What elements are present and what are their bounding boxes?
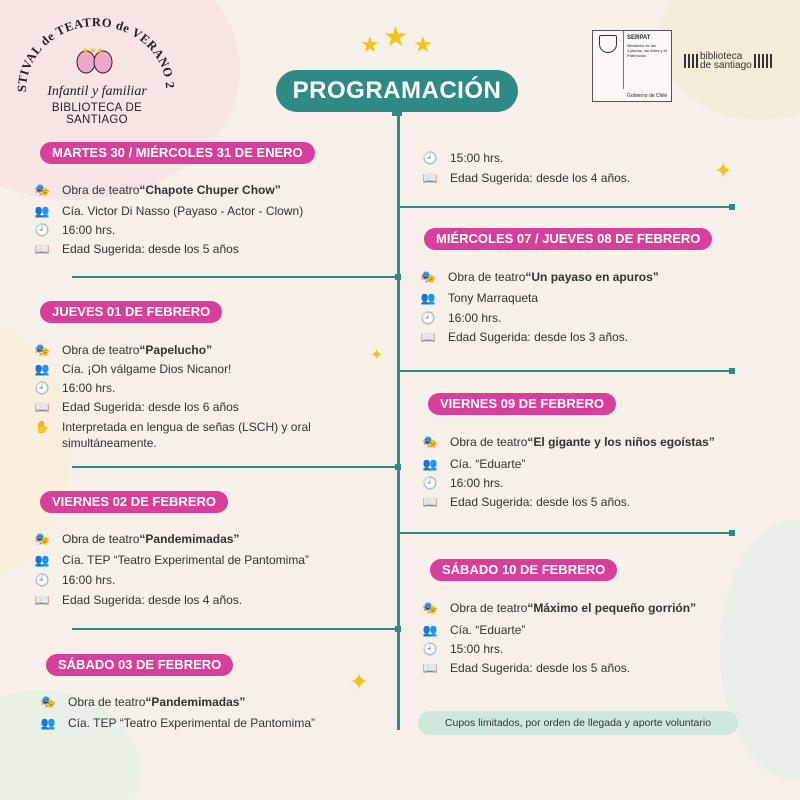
event-age: 📖 Edad Sugerida: desde los 3 años. [420,330,629,344]
sparkle-icon: ✦ [370,347,384,364]
event-company: 👥 Cía. “Eduarte” [422,457,526,471]
event-time: 🕘 16:00 hrs. [34,381,116,395]
event-date-badge: SÁBADO 10 DE FEBRERO [430,559,617,581]
star-icon: ★ [413,32,433,57]
event-company: 👥 Cía. TEP “Teatro Experimental de Pantomima” [40,716,315,730]
event-date-badge: MIÉRCOLES 07 / JUEVES 08 DE FEBRERO [424,228,712,250]
event-company: 👥 Cía. TEP “Teatro Experimental de Pantomima” [34,553,309,567]
event-age: 📖 Edad Sugerida: desde los 4 años. [34,593,243,607]
timeline-connector [72,466,398,468]
book-icon: 📖 [34,593,50,607]
theater-masks-icon: 🎭 [40,695,56,709]
theater-masks-icon: 🎭 [34,532,50,546]
event-date-badge: SÁBADO 03 DE FEBRERO [46,654,233,676]
event-play: 🎭 Obra de teatro “Chapote Chuper Chow” [34,183,281,197]
barcode-icon [754,54,774,68]
event-date-badge: MARTES 30 / MIÉRCOLES 31 DE ENERO [40,142,315,164]
barcode-icon [684,54,698,68]
timeline-axis [397,112,400,730]
event-company: 👥 Tony Marraqueta [420,291,539,305]
event-company: 👥 Cía. “Eduarte” [422,623,526,637]
sparkle-icon: ✦ [349,669,370,696]
event-age: 📖 Edad Sugerida: desde los 5 años [34,242,239,256]
event-date-badge: JUEVES 01 DE FEBRERO [40,301,222,323]
event-time: 🕘 16:00 hrs. [420,311,502,325]
people-icon: 👥 [420,291,436,305]
event-date-badge: VIERNES 09 DE FEBRERO [428,393,616,415]
timeline-connector [398,206,732,208]
biblioteca-text-2: de santiago [700,60,752,71]
theater-masks-icon: 🎭 [420,270,436,284]
event-play: 🎭 Obra de teatro “Pandemimadas” [40,695,246,709]
star-icon: ★ [360,32,380,57]
clock-icon: 🕘 [422,642,438,656]
gov-name: SERPAT [627,35,651,41]
theater-masks-icon: 🎭 [422,435,438,449]
festival-logo [14,12,176,124]
svg-text:★★★: ★★★ [82,46,104,55]
clock-icon: 🕘 [422,476,438,490]
sparkle-icon: ✦ [714,158,733,183]
people-icon: 👥 [422,623,438,637]
people-icon: 👥 [34,553,50,567]
event-extra: ✋ Interpretada en lengua de señas (LSCH) y oral simultáneamente. [34,420,311,450]
event-play: 🎭 Obra de teatro “Papelucho” [34,343,213,357]
event-age: 📖 Edad Sugerida: desde los 6 años [34,400,239,414]
event-company: 👥 Cía. Victor Di Nasso (Payaso - Actor - Clown) [34,204,304,218]
event-play: 🎭 Obra de teatro “Un payaso en apuros” [420,270,659,284]
gov-divider [623,31,624,89]
theater-masks-icon: 🎭 [34,343,50,357]
book-icon: 📖 [34,400,50,414]
people-icon: 👥 [422,457,438,471]
book-icon: 📖 [422,661,438,675]
clock-icon: 🕘 [420,311,436,325]
event-age: 📖 Edad Sugerida: desde los 4 años. [422,171,631,185]
clock-icon: 🕘 [34,573,50,587]
theater-masks-icon: 🎭 [422,601,438,615]
background-blob [720,520,800,780]
book-icon: 📖 [422,495,438,509]
event-date-badge: VIERNES 02 DE FEBRERO [40,491,228,513]
event-company: 👥 Cía. ¡Oh válgame Dios Nicanor! [34,362,232,376]
star-icon: ★ [383,21,409,52]
gov-sub: Ministerio de las Culturas, las Artes y el Patrimonio [627,43,667,58]
event-age: 📖 Edad Sugerida: desde los 5 años. [422,495,631,509]
timeline-connector [398,370,732,372]
event-time: 🕘 15:00 hrs. [422,151,504,165]
clock-icon: 🕘 [422,151,438,165]
availability-note: Cupos limitados, por orden de llegada y aporte voluntario [418,711,738,735]
government-logo [592,30,672,102]
timeline-connector [72,276,398,278]
logo-library: BIBLIOTECA DE SANTIAGO [51,102,143,126]
book-icon: 📖 [34,242,50,256]
clock-icon: 🕘 [34,223,50,237]
event-age: 📖 Edad Sugerida: desde los 5 años. [422,661,631,675]
people-icon: 👥 [34,204,50,218]
biblioteca-text-1: biblioteca [700,51,743,62]
book-icon: 📖 [422,171,438,185]
event-time: 🕘 16:00 hrs. [422,476,504,490]
sign-language-icon: ✋ [34,420,50,434]
theater-masks-icon: 🎭 [34,183,50,197]
event-play: 🎭 Obra de teatro “Máximo el pequeño gorrión” [422,601,697,615]
timeline-connector [72,628,398,630]
event-play: 🎭 Obra de teatro “Pandemimadas” [34,532,240,546]
event-time: 🕘 16:00 hrs. [34,573,116,587]
timeline-connector [398,532,732,534]
event-play: 🎭 Obra de teatro “El gigante y los niños egoístas” [422,435,715,449]
people-icon: 👥 [40,716,56,730]
people-icon: 👥 [34,362,50,376]
gov-footer: Gobierno de Chile [627,93,668,99]
page-title: PROGRAMACIÓN [276,70,518,112]
chile-shield-icon [599,35,617,53]
biblioteca-logo [684,52,774,70]
logo-subtitle: Infantil y familiar [47,84,147,99]
clock-icon: 🕘 [34,381,50,395]
event-time: 🕘 15:00 hrs. [422,642,504,656]
event-time: 🕘 16:00 hrs. [34,223,116,237]
logo-arc-text: STIVAL de TEATRO de VERANO 2 [14,15,176,93]
book-icon: 📖 [420,330,436,344]
